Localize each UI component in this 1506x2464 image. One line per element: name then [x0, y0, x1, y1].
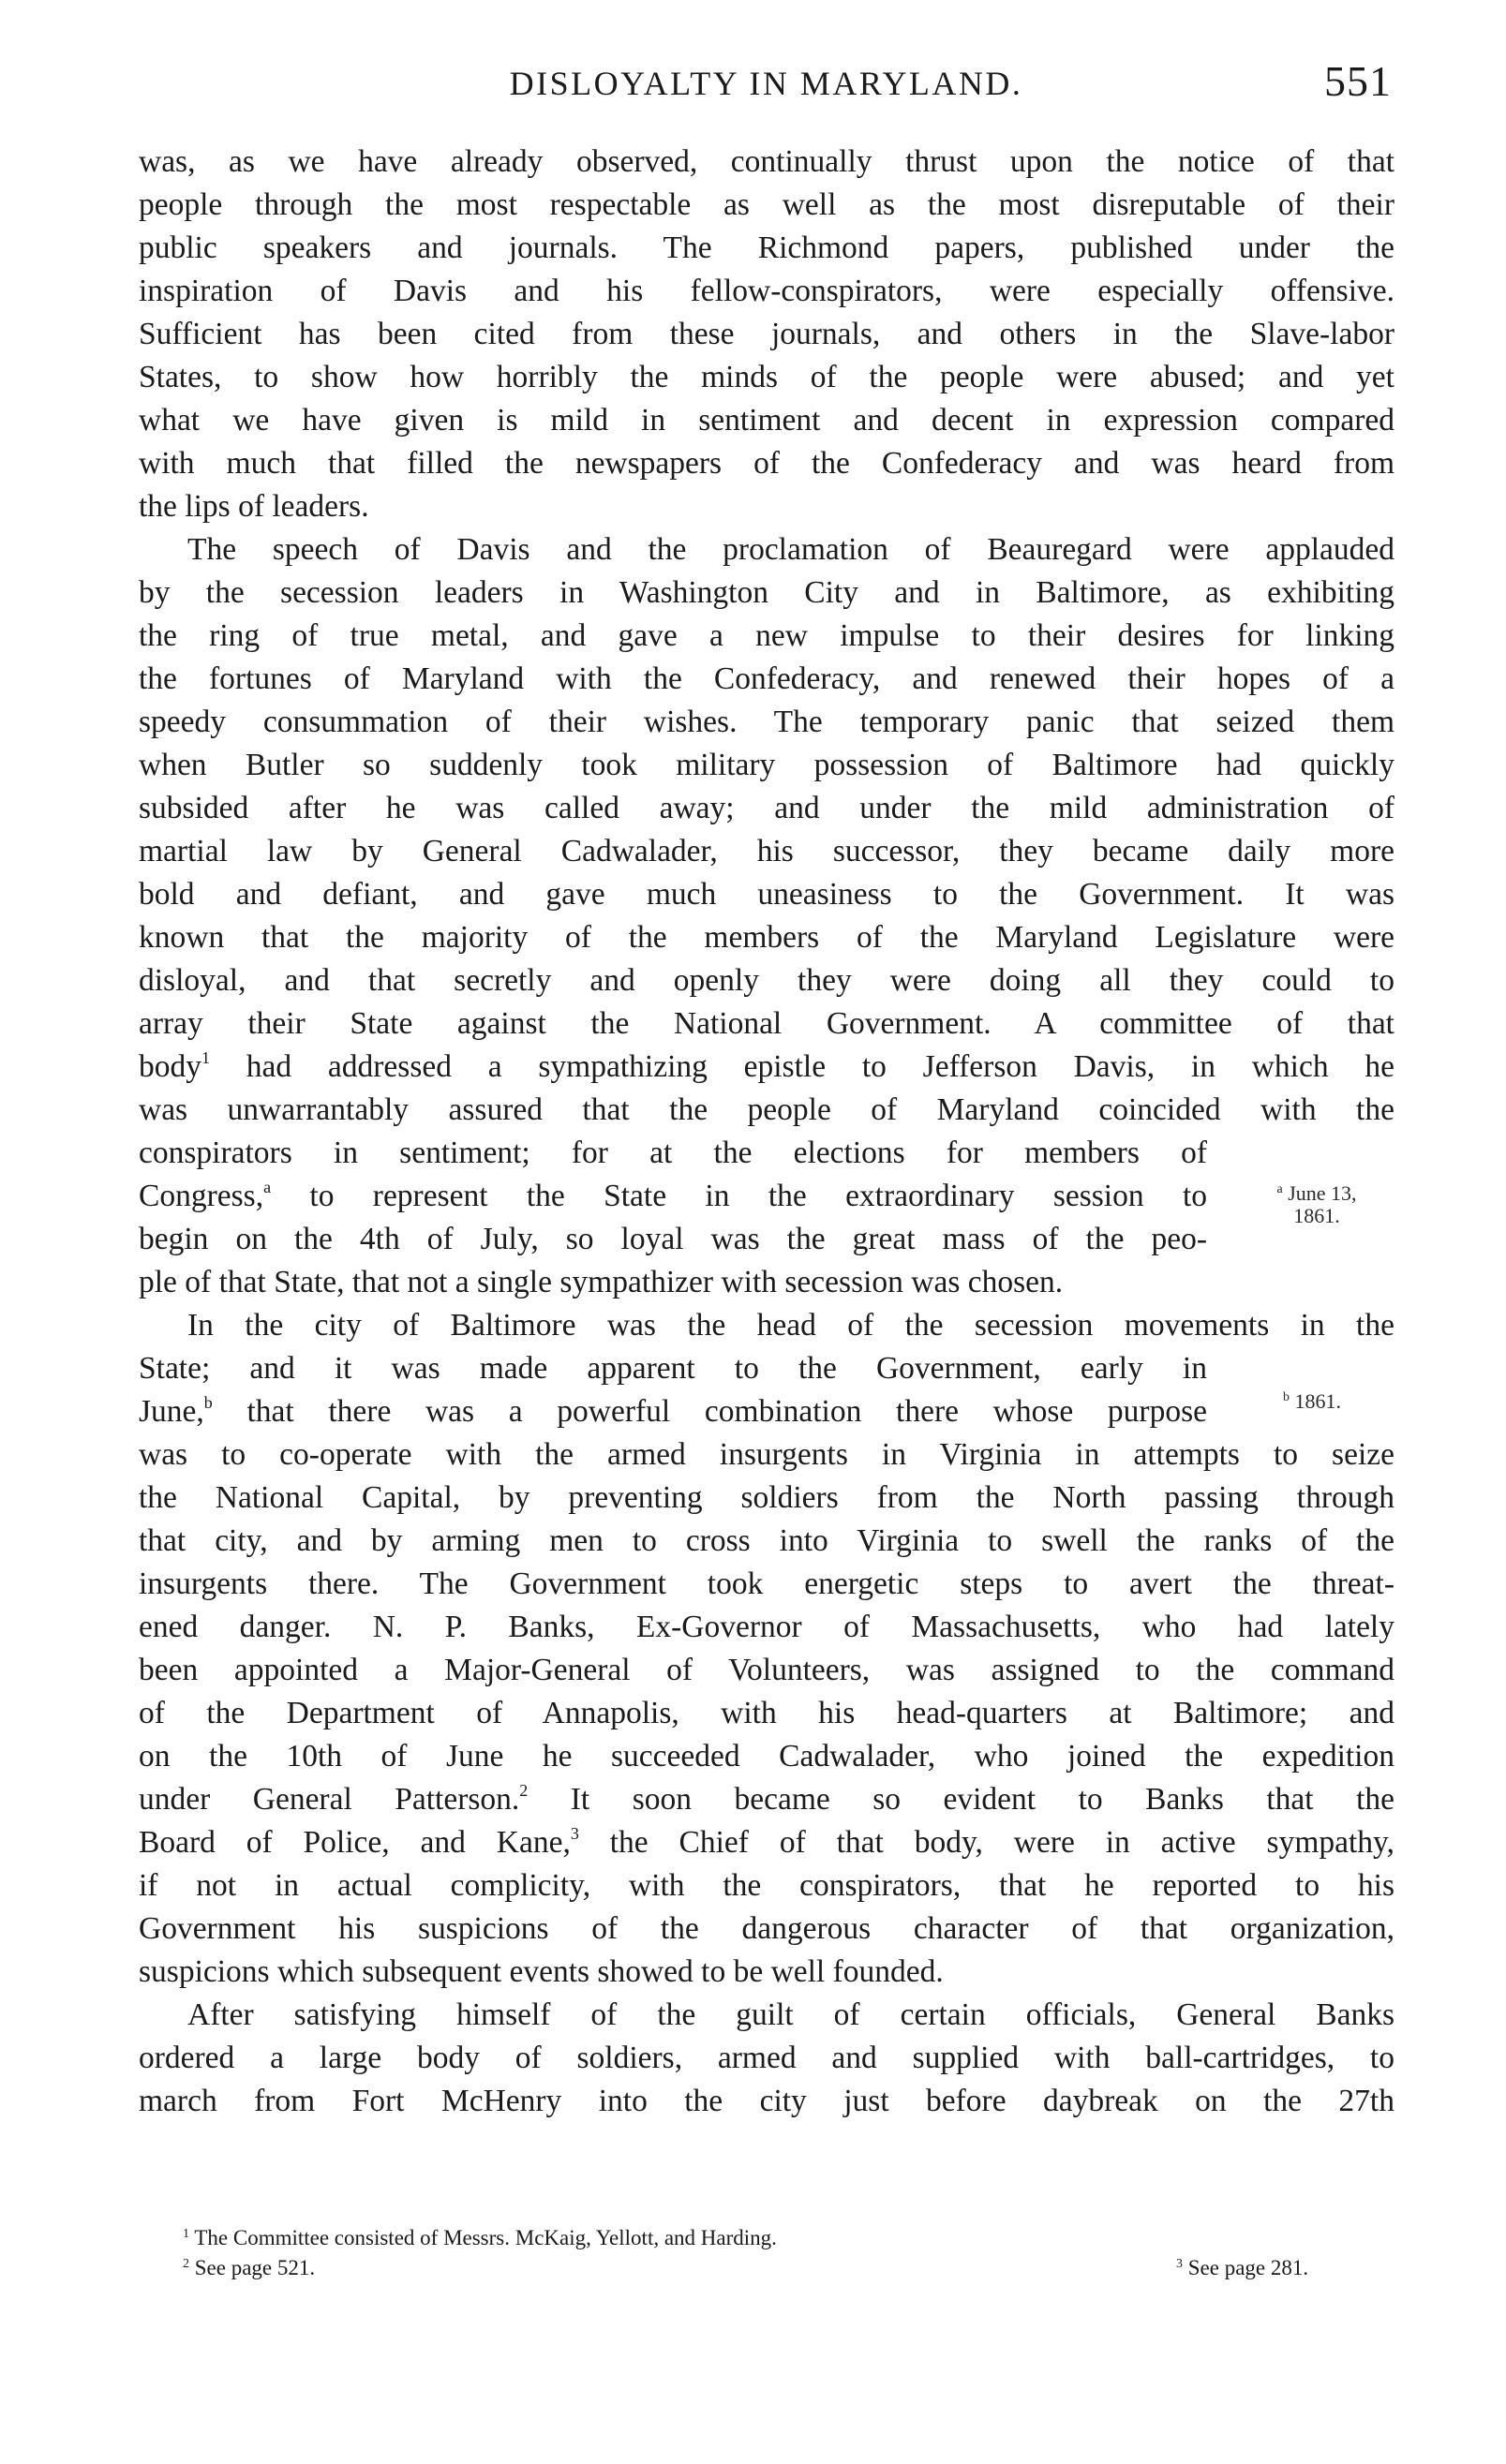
text-line	[139, 1175, 1207, 1218]
text-line: with much that filled the newspapers of the Confederacy and was heard from	[139, 446, 1394, 481]
text-fragment: June,	[139, 1394, 204, 1429]
footnote-2	[183, 2253, 1364, 2283]
text-line: States, to show how horribly the minds of the people were abused; and yet	[139, 360, 1394, 394]
running-head	[141, 56, 1392, 112]
text-line: what we have given is mild in sentiment and decent in expression compared	[139, 403, 1394, 438]
footnote-ref-2[interactable]: 2	[519, 1781, 529, 1800]
margin-ref-a[interactable]: a	[263, 1178, 272, 1196]
text-line: people through the most respectable as well as the most disreputable of their	[139, 187, 1394, 222]
paragraph-start: The speech of Davis and the proclamation of Beauregard were applauded	[187, 532, 1394, 567]
text-line: public speakers and journals. The Richmond papers, published under the	[139, 230, 1394, 265]
text-line: of the Department of Annapolis, with his head-quarters at Baltimore; and	[139, 1696, 1394, 1730]
footnote-number: 1	[183, 2227, 189, 2241]
margin-note-text: 1861.	[1293, 1204, 1340, 1227]
text-line: the National Capital, by preventing soldiers from the North passing through	[139, 1480, 1394, 1515]
footnote-ref-1[interactable]: 1	[201, 1048, 210, 1067]
footnote-text: See page 521.	[194, 2256, 316, 2279]
text-line: begin on the 4th of July, so loyal was the great mass of the peo-	[139, 1222, 1207, 1256]
footnote-text: The Committee consisted of Messrs. McKaig, Yellott, and Harding.	[194, 2226, 777, 2249]
text-line: suspicions which subsequent events showed to be well founded.	[139, 1954, 944, 1989]
text-fragment: It soon became so evident to Banks that the	[528, 1782, 1394, 1817]
margin-ref-b[interactable]: b	[203, 1393, 213, 1412]
text-line	[139, 1778, 1394, 1821]
text-line: was, as we have already observed, continually thrust upon the notice of that	[139, 144, 1394, 179]
text-line: Sufficient has been cited from these journals, and others in the Slave-labor	[139, 317, 1394, 351]
text-line: by the secession leaders in Washington City and in Baltimore, as exhibiting	[139, 575, 1394, 610]
text-line: ordered a large body of soldiers, armed and supplied with ball-cartridges, to	[139, 2041, 1394, 2075]
text-line: march from Fort McHenry into the city just before daybreak on the 27th	[139, 2084, 1394, 2118]
footnote-ref-3[interactable]: 3	[570, 1824, 579, 1843]
text-line: conspirators in sentiment; for at the elections for members of	[139, 1136, 1207, 1170]
text-fragment: Congress,	[139, 1179, 264, 1213]
text-line: the fortunes of Maryland with the Confederacy, and renewed their hopes of a	[139, 661, 1394, 696]
text-line: martial law by General Cadwalader, his successor, they became daily more	[139, 834, 1394, 868]
footnote-text: See page 281.	[1187, 2256, 1309, 2279]
text-line: if not in actual complicity, with the conspirators, that he reported to his	[139, 1868, 1394, 1903]
page-number: 551	[1324, 57, 1392, 105]
text-line: bold and defiant, and gave much uneasiness to the Government. It was	[139, 877, 1394, 912]
text-line: speedy consummation of their wishes. The temporary panic that seized them	[139, 705, 1394, 739]
text-line	[139, 1390, 1207, 1433]
text-line: Government his suspicions of the dangerous character of that organization,	[139, 1911, 1394, 1946]
text-line: the ring of true metal, and gave a new impulse to their desires for linking	[139, 618, 1394, 653]
text-line: was to co-operate with the armed insurgents in Virginia in attempts to seize	[139, 1437, 1394, 1472]
text-line: was unwarrantably assured that the people of Maryland coincided with the	[139, 1092, 1394, 1127]
text-fragment: to represent the State in the extraordinary session to	[271, 1179, 1207, 1213]
text-line: that city, and by arming men to cross into Virginia to swell the ranks of the	[139, 1523, 1394, 1558]
margin-note-date	[1237, 1182, 1396, 1227]
margin-note-text: June 13,	[1288, 1181, 1357, 1205]
margin-note-text: 1861.	[1294, 1389, 1341, 1413]
footnote-3	[1176, 2253, 1308, 2283]
margin-note-label: b	[1283, 1390, 1290, 1404]
text-line: State; and it was made apparent to the Government, early in	[139, 1351, 1207, 1386]
text-line: disloyal, and that secretly and openly they were doing all they could to	[139, 963, 1394, 998]
text-line: array their State against the National Government. A committee of that	[139, 1006, 1394, 1041]
text-line: ened danger. N. P. Banks, Ex-Governor of Massachusetts, who had lately	[139, 1610, 1394, 1644]
text-line: on the 10th of June he succeeded Cadwalader, who joined the expedition	[139, 1739, 1394, 1774]
text-line: ple of that State, that not a single sympathizer with secession was chosen.	[139, 1265, 1064, 1299]
footnote-number: 2	[183, 2257, 189, 2271]
paragraph-start: After satisfying himself of the guilt of certain officials, General Banks	[187, 1997, 1394, 2032]
text-fragment: body	[139, 1049, 201, 1084]
text-line: been appointed a Major-General of Volunteers, was assigned to the command	[139, 1653, 1394, 1687]
text-line	[139, 1046, 1394, 1089]
margin-note-label: a	[1276, 1182, 1283, 1196]
text-line: insurgents there. The Government took energetic steps to avert the threat-	[139, 1566, 1394, 1601]
margin-note-year	[1256, 1390, 1368, 1413]
text-fragment: the Chief of that body, were in active sympathy,	[578, 1825, 1395, 1860]
text-fragment: had addressed a sympathizing epistle to Jefferson Davis, in which he	[210, 1049, 1394, 1084]
paragraph-start: In the city of Baltimore was the head of the secession movements in the	[187, 1308, 1394, 1343]
footnote-number: 3	[1176, 2257, 1183, 2271]
text-line	[139, 1821, 1394, 1864]
text-fragment: that there was a powerful combination there whose purpose	[212, 1394, 1207, 1429]
text-line: inspiration of Davis and his fellow-conspirators, were especially offensive.	[139, 274, 1394, 308]
text-fragment: Board of Police, and Kane,	[139, 1825, 571, 1860]
text-line: when Butler so suddenly took military possession of Baltimore had quickly	[139, 748, 1394, 782]
footnote-1	[183, 2223, 1364, 2253]
text-line: subsided after he was called away; and under the mild administration of	[139, 791, 1394, 825]
text-line: known that the majority of the members of the Maryland Legislature were	[139, 920, 1394, 955]
text-fragment: under General Patterson.	[139, 1782, 520, 1817]
text-line: the lips of leaders.	[139, 489, 369, 524]
body-text	[139, 141, 1394, 2123]
footnotes	[183, 2223, 1364, 2283]
running-title: DISLOYALTY IN MARYLAND.	[509, 65, 1023, 102]
